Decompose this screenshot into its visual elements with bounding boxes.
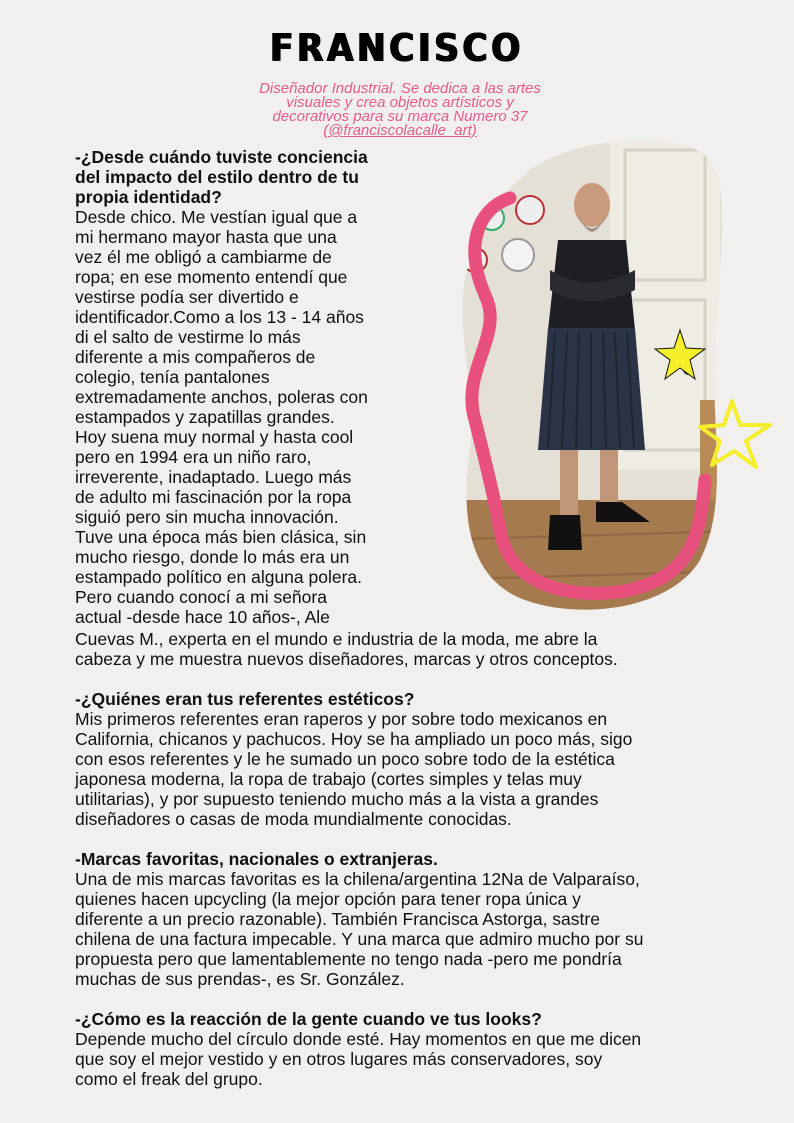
answer-line: mi hermano mayor hasta que una [75, 227, 337, 247]
answer-line: con esos referentes y le he sumado un poco sobre todo de la estética [75, 749, 615, 769]
answer-line: japonesa moderna, la ropa de trabajo (cortes simples y telas muy [75, 769, 582, 789]
portrait-photo [430, 120, 770, 620]
answer [75, 709, 745, 829]
answer-line: quienes hacen upcycling (la mejor opción para tener ropa única y [75, 889, 581, 909]
answer-line: cabeza y me muestra nuevos diseñadores, marcas y otros conceptos. [75, 649, 618, 669]
question-line: propia identidad? [75, 187, 222, 207]
answer-line: Mis primeros referentes eran raperos y por sobre todo mexicanos en [75, 709, 608, 729]
answer-line: ropa; en ese momento entendí que [75, 267, 348, 287]
answer-line: pero en 1994 era un niño raro, [75, 447, 312, 467]
answer-line: que soy el mejor vestido y en otros lugares más conservadores, soy [75, 1049, 603, 1069]
subtitle-line: Diseñador Industrial. Se dedica a las artes [259, 80, 541, 97]
answer-line: estampados y zapatillas grandes. [75, 407, 335, 427]
qa-section-2 [75, 689, 745, 829]
question: -¿Quiénes eran tus referentes estéticos? [75, 689, 415, 709]
subtitle-line: decorativos para su marca Numero 37 [272, 108, 528, 125]
answer-line: diferente a un precio razonable). También Francisca Astorga, sastre [75, 909, 600, 929]
subtitle-handle: (@franciscolacalle_art) [323, 122, 477, 139]
answer-line: colegio, tenía pantalones [75, 367, 270, 387]
answer [75, 1029, 745, 1089]
question: -¿Cómo es la reacción de la gente cuando ve tus looks? [75, 1009, 542, 1029]
answer-line: mucho riesgo, donde lo más era un [75, 547, 350, 567]
qa-continuation [75, 629, 745, 1089]
answer-line: Desde chico. Me vestían igual que a [75, 207, 358, 227]
star-outline-icon [696, 395, 776, 475]
question-line: del impacto del estilo dentro de tu [75, 167, 359, 187]
answer-line: siguió pero sin mucha innovación. [75, 507, 339, 527]
answer-line: di el salto de vestirme lo más [75, 327, 301, 347]
qa-section-1 [75, 147, 420, 627]
qa-section-4 [75, 1009, 745, 1089]
answer-line: propuesta pero que lamentablemente no tengo nada -pero me pondría [75, 949, 622, 969]
answer [75, 869, 745, 989]
answer-line: extremadamente anchos, poleras con [75, 387, 368, 407]
question [75, 147, 420, 207]
qa-section-3 [75, 849, 745, 989]
answer-line: identificador.Como a los 13 - 14 años [75, 307, 364, 327]
answer-line: de adulto mi fascinación por la ropa [75, 487, 352, 507]
answer-line: vez él me obligó a cambiarme de [75, 247, 332, 267]
answer-line: Cuevas M., experta en el mundo e industria de la moda, me abre la [75, 629, 598, 649]
star-icon [650, 325, 710, 385]
answer-line: diseñadores o casas de moda mundialmente conocidas. [75, 809, 512, 829]
answer-line: actual -desde hace 10 años-, Ale [75, 607, 330, 627]
answer-line: California, chicanos y pachucos. Hoy se ha ampliado un poco más, sigo [75, 729, 633, 749]
answer-line: chilena de una factura impecable. Y una marca que admiro mucho por su [75, 929, 644, 949]
question: -Marcas favoritas, nacionales o extranjeras. [75, 849, 438, 869]
answer-line: diferente a mis compañeros de [75, 347, 316, 367]
question-line: -¿Desde cuándo tuviste conciencia [75, 147, 368, 167]
page-title: FRANCISCO [270, 26, 524, 70]
answer-line: estampado político en alguna polera. [75, 567, 363, 587]
answer-line: vestirse podía ser divertido e [75, 287, 299, 307]
answer-line: Pero cuando conocí a mi señora [75, 587, 327, 607]
answer-line: irreverente, inadaptado. Luego más [75, 467, 352, 487]
answer-line: utilitarias), y por supuesto teniendo mucho más a la vista a grandes [75, 789, 599, 809]
answer-line: Hoy suena muy normal y hasta cool [75, 427, 354, 447]
answer-line: muchas de sus prendas-, es Sr. González. [75, 969, 405, 989]
answer-line: Tuve una época más bien clásica, sin [75, 527, 367, 547]
answer-line: como el freak del grupo. [75, 1069, 263, 1089]
answer-line: Depende mucho del círculo donde esté. Hay momentos en que me dicen [75, 1029, 642, 1049]
subtitle-line: visuales y crea objetos artísticos y [286, 94, 514, 111]
answer [75, 207, 420, 627]
answer-line: Una de mis marcas favoritas es la chilena/argentina 12Na de Valparaíso, [75, 869, 640, 889]
